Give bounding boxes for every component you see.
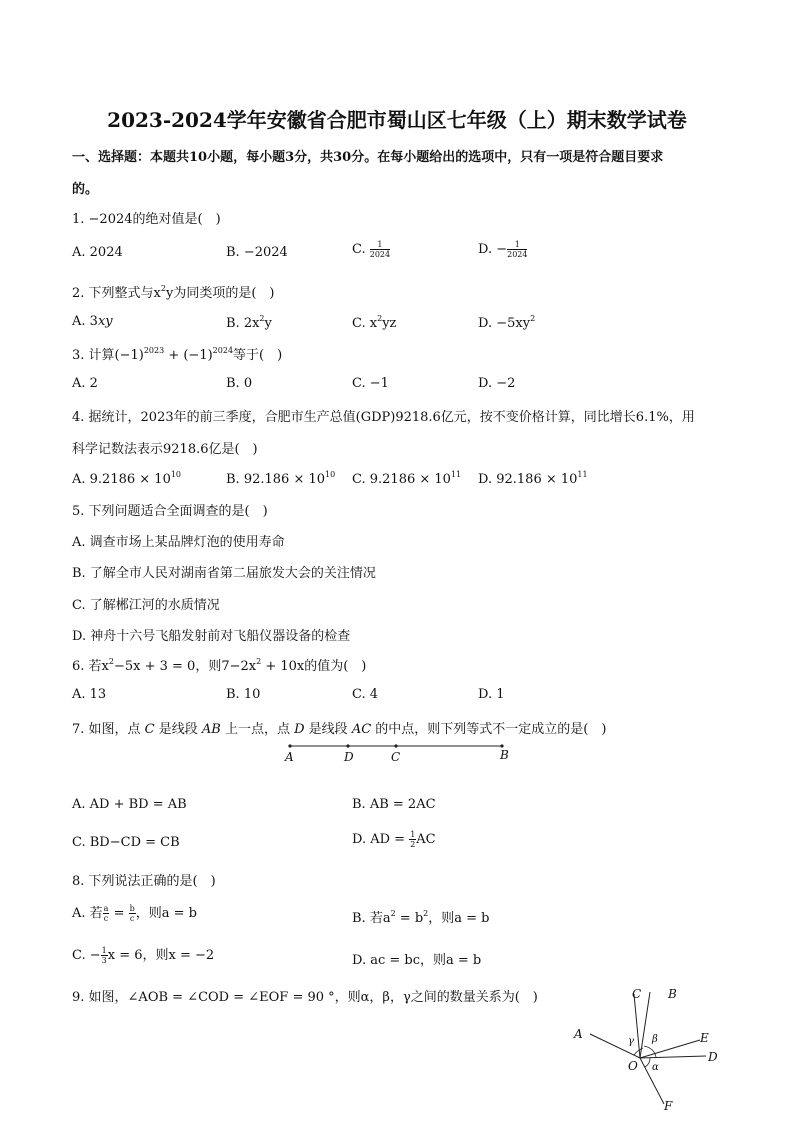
q6-option-c: C. 4 xyxy=(352,687,379,702)
q1-option-d: D. − $\frac{1}{2024}$ xyxy=(478,240,528,259)
label-alpha: α xyxy=(652,1062,659,1073)
q2-option-c: C. $x^2yz$ xyxy=(352,314,397,331)
q3-option-b: B. 0 xyxy=(226,376,253,391)
angle-figure xyxy=(566,982,726,1116)
point-d xyxy=(346,744,349,747)
label-d: D xyxy=(344,750,354,764)
label-b: B xyxy=(668,987,677,1001)
q4-option-b: B. $92.186 \times 10^{10}$ xyxy=(226,470,336,487)
question-7-stem: 7. 如图，点 C 是线段 AB 上一点，点 D 是线段 AC 的中点，则下列等式不一定成立的是( ) xyxy=(72,722,607,737)
question-4-stem: 4. 据统计，2023年的前三季度，合肥市生产总值(GDP)9218.6亿元，按不变价格计算，同比增长6.1%，用 xyxy=(72,410,695,425)
q4-option-d: D. $92.186 \times 10^{11}$ xyxy=(478,470,588,487)
label-c: C xyxy=(632,987,642,1001)
label-a: A xyxy=(574,1027,583,1041)
label-f: F xyxy=(664,1099,673,1113)
q5-option-a: A. 调查市场上某品牌灯泡的使用寿命 xyxy=(72,535,285,550)
q2-option-b: B. $2x^2y$ xyxy=(226,314,272,331)
q4-option-a: A. $9.2186 \times 10^{10}$ xyxy=(72,470,182,487)
q1-option-b: B. −2024 xyxy=(226,245,288,260)
q8-option-a: A. 若 $\frac{a}{c}$ = $\frac{b}{c}$ ，则a = b xyxy=(72,904,197,923)
q4-option-c: C. $9.2186 \times 10^{11}$ xyxy=(352,470,462,487)
question-9-stem: 9. 如图，∠AOB = ∠COD = ∠EOF = 90 °，则α，β，γ之间的数量关系为( ) xyxy=(72,990,538,1005)
q1-option-a: A. 2024 xyxy=(72,245,123,260)
label-a: A xyxy=(285,750,294,764)
angle-alpha-arc xyxy=(645,1058,650,1067)
q1-option-c: C. $\frac{1}{2024}$ xyxy=(352,240,391,259)
ray-oc xyxy=(634,994,640,1058)
label-d: D xyxy=(708,1050,718,1064)
q8-option-c: C. − $\frac{1}{3}$ x = 6，则x = −2 xyxy=(72,946,215,965)
q8-option-b: B. 若$a^2 = b^2$，则a = b xyxy=(352,909,490,926)
point-a xyxy=(288,744,291,747)
q7-option-c: C. BD−CD = CB xyxy=(72,835,180,850)
q3-option-a: A. 2 xyxy=(72,376,98,391)
q7-option-a: A. AD + BD = AB xyxy=(72,797,187,812)
q2-option-a: A. 3xy xyxy=(72,314,113,329)
q5-option-b: B. 了解全市人民对湖南省第二届旅发大会的关注情况 xyxy=(72,566,376,581)
label-c: C xyxy=(391,750,401,764)
label-beta: β xyxy=(652,1034,658,1045)
label-o: O xyxy=(628,1059,638,1073)
label-e: E xyxy=(700,1031,709,1045)
q3-option-d: D. −2 xyxy=(478,376,516,391)
section-heading: 一、选择题：本题共10小题，每小题3分，共30分。在每小题给出的选项中，只有一项是符合题目要求 xyxy=(72,150,664,165)
question-2-stem: 2. 下列整式与$x^2y$为同类项的是( ) xyxy=(72,284,275,301)
angle-gamma-arc xyxy=(634,1048,643,1055)
q2-option-d: D. $-5xy^2$ xyxy=(478,314,536,331)
ray-ob xyxy=(640,992,650,1058)
question-5-stem: 5. 下列问题适合全面调查的是( ) xyxy=(72,504,268,519)
question-8-stem: 8. 下列说法正确的是( ) xyxy=(72,874,216,889)
page-title: 2023-2024学年安徽省合肥市蜀山区七年级（上）期末数学试卷 xyxy=(107,108,687,132)
point-c xyxy=(394,744,397,747)
q5-option-d: D. 神舟十六号飞船发射前对飞船仪器设备的检查 xyxy=(72,629,351,644)
q5-option-c: C. 了解郴江河的水质情况 xyxy=(72,598,220,613)
question-6-stem: 6. 若$x^2-5x + 3 = 0$，则$7-2x^2 + 10x$的值为( ) xyxy=(72,657,367,674)
label-b: B xyxy=(500,748,509,762)
ray-oe xyxy=(640,1040,700,1058)
q6-option-b: B. 10 xyxy=(226,687,261,702)
q7-option-b: B. AB = 2AC xyxy=(352,797,436,812)
ray-od xyxy=(640,1056,706,1058)
q3-option-c: C. −1 xyxy=(352,376,389,391)
q8-option-d: D. ac = bc，则a = b xyxy=(352,953,482,968)
q6-option-a: A. 13 xyxy=(72,687,107,702)
question-4-stem-cont: 科学记数法表示9218.6亿是( ) xyxy=(72,442,258,457)
question-1-stem: 1. −2024的绝对值是( ) xyxy=(72,212,221,227)
q7-option-d: D. AD = $\frac{1}{2}$ AC xyxy=(352,830,436,849)
question-3-stem: 3. 计算$(-1)^{2023} + (-1)^{2024}$等于( ) xyxy=(72,346,283,363)
q6-option-d: D. 1 xyxy=(478,687,505,702)
label-gamma: γ xyxy=(628,1036,634,1047)
section-heading-cont: 的。 xyxy=(72,182,99,197)
segment-figure xyxy=(280,738,520,768)
